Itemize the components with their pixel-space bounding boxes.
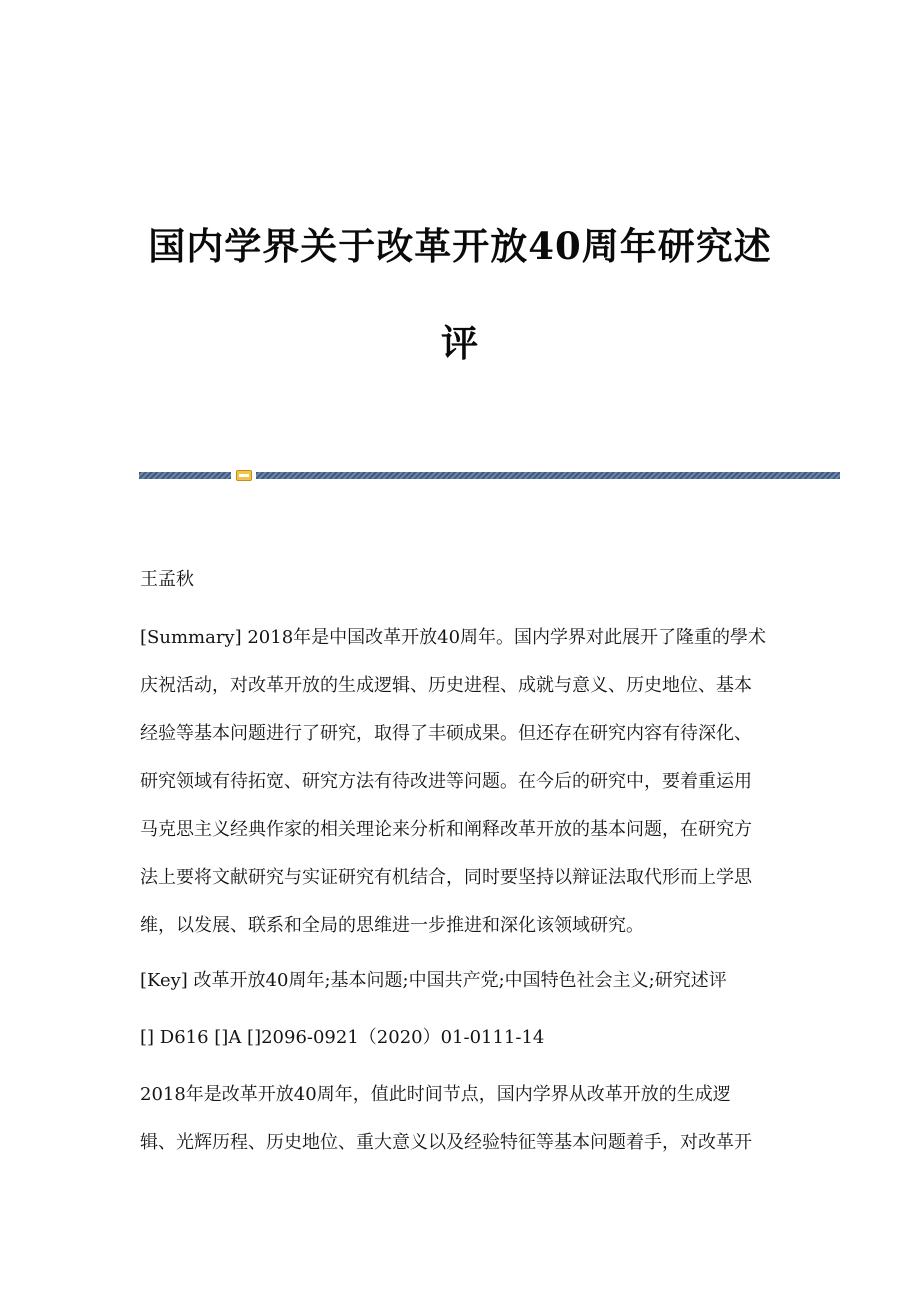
summary-line: 经验等基本问题进行了研究，取得了丰硕成果。但还存在研究内容有待深化、	[140, 723, 752, 744]
keywords-line: [Key] 改革开放40周年;基本问题;中国共产党;中国特色社会主义;研究述评	[140, 970, 727, 991]
envelope-icon	[236, 470, 252, 481]
decorative-divider	[139, 470, 840, 480]
body-paragraph-line: 辑、光辉历程、历史地位、重大意义以及经验特征等基本问题着手，对改革开	[140, 1132, 752, 1153]
summary-line: [Summary] 2018年是中国改革开放40周年。国内学界对此展开了隆重的學术	[140, 627, 767, 648]
author-name: 王孟秋	[140, 569, 194, 590]
summary-line: 法上要将文献研究与实证研究有机结合，同时要坚持以辩证法取代形而上学思	[140, 867, 752, 888]
summary-line: 研究领域有待拓宽、研究方法有待改进等问题。在今后的研究中，要着重运用	[140, 771, 752, 792]
divider-bar-right	[256, 472, 840, 479]
document-title-line-1: 国内学界关于改革开放40周年研究述	[148, 224, 772, 268]
classification-line: [] D616 []A []2096-0921（2020）01-0111-14	[140, 1027, 545, 1048]
summary-line: 维，以发展、联系和全局的思维进一步推进和深化该领域研究。	[140, 915, 644, 936]
body-paragraph-line: 2018年是改革开放40周年，值此时间节点，国内学界从改革开放的生成逻	[140, 1084, 731, 1105]
summary-line: 马克思主义经典作家的相关理论来分析和阐释改革开放的基本问题，在研究方	[140, 819, 752, 840]
summary-line: 庆祝活动，对改革开放的生成逻辑、历史进程、成就与意义、历史地位、基本	[140, 675, 752, 696]
divider-bar-left	[139, 472, 231, 479]
document-title-line-2: 评	[441, 321, 479, 365]
